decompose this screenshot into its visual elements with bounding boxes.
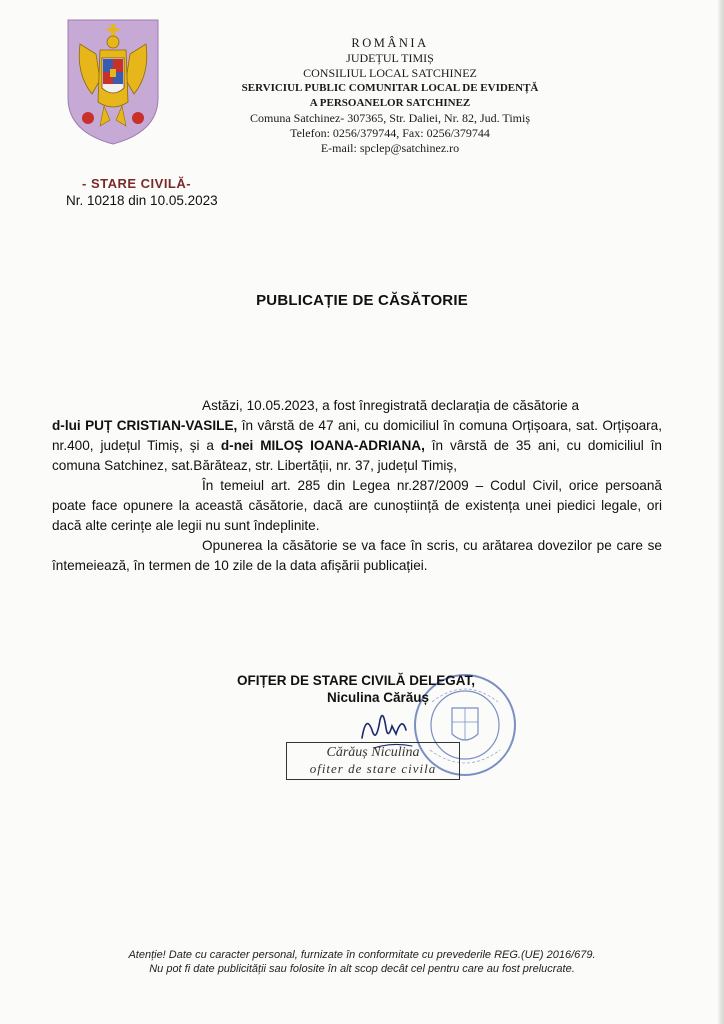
romania-coat-of-arms-icon	[66, 14, 160, 146]
paragraph-1-continued	[52, 418, 662, 473]
intro-line: Astăzi, 10.05.2023, a fost înregistrată declarația de căsătorie a	[202, 398, 580, 413]
gdpr-notice	[0, 948, 724, 976]
institution-header	[200, 36, 580, 156]
officer-name-stamp	[286, 742, 460, 780]
scan-edge	[718, 0, 724, 1024]
bride-name: d-nei MILOȘ IOANA-ADRIANA,	[220, 438, 425, 453]
registry-number-date: Nr. 10218 din 10.05.2023	[66, 193, 218, 208]
header-phone: Telefon: 0256/379744, Fax: 0256/379744	[290, 126, 490, 140]
groom-details: în vârstă de 47 ani, cu domiciliul în comuna Orțișoara, sat. Orțișoara, nr.400, județul Timiș, și a	[52, 418, 663, 453]
header-service-line2: A PERSOANELOR SATCHINEZ	[309, 97, 471, 109]
stamp-role: ofiter de stare civila	[309, 761, 437, 776]
announcement-paragraph-1	[52, 396, 662, 476]
header-email: E-mail: spclep@satchinez.ro	[320, 141, 460, 155]
stamp-name: Cărăuș Niculina	[326, 745, 420, 760]
header-address: Comuna Satchinez- 307365, Str. Daliei, Nr. 82, Jud. Timiș	[249, 111, 530, 125]
bride-details: în vârstă de 35 ani, cu domiciliul în comuna Satchinez, sat.Bărăteaz, str. Libertății, nr. 37, județul Timiș,	[52, 438, 662, 473]
signatory-name: Niculina Cărăuș	[327, 690, 430, 705]
footer-line-2: Nu pot fi date publicității sau folosite în alt scop decât cel pentru care au fost prelucrate.	[149, 963, 575, 975]
footer-line-1: Atenție! Date cu caracter personal, furnizate în conformitate cu prevederile REG.(UE) 2016/679.	[128, 949, 596, 961]
groom-name: d-lui PUȚ CRISTIAN-VASILE,	[52, 418, 238, 433]
header-service-line1: SERVICIUL PUBLIC COMUNITAR LOCAL DE EVIDENȚĂ	[241, 82, 539, 94]
header-country: ROMÂNIA	[351, 36, 429, 50]
document-title: PUBLICAȚIE DE CĂSĂTORIE	[256, 292, 468, 309]
department-label: - STARE CIVILĂ-	[82, 176, 192, 191]
announcement-paragraph-2: În temeiul art. 285 din Legea nr.287/2009 – Codul Civil, orice persoană poate face opunere la această căsătorie, dacă are cunoștiință de existența unei piedici legale, ori dacă alte cerințe ale legii nu sunt îndeplinite.	[52, 478, 662, 533]
signatory-role: OFIȚER DE STARE CIVILĂ DELEGAT,	[237, 673, 476, 688]
announcement-paragraph-3: Opunerea la căsătorie se va face în scris, cu arătarea dovezilor pe care se întemeiează, în termen de 10 zile de la data afișării publicației.	[52, 538, 662, 573]
header-county: JUDEȚUL TIMIȘ	[346, 51, 434, 65]
header-council: CONSILIUL LOCAL SATCHINEZ	[303, 66, 477, 80]
